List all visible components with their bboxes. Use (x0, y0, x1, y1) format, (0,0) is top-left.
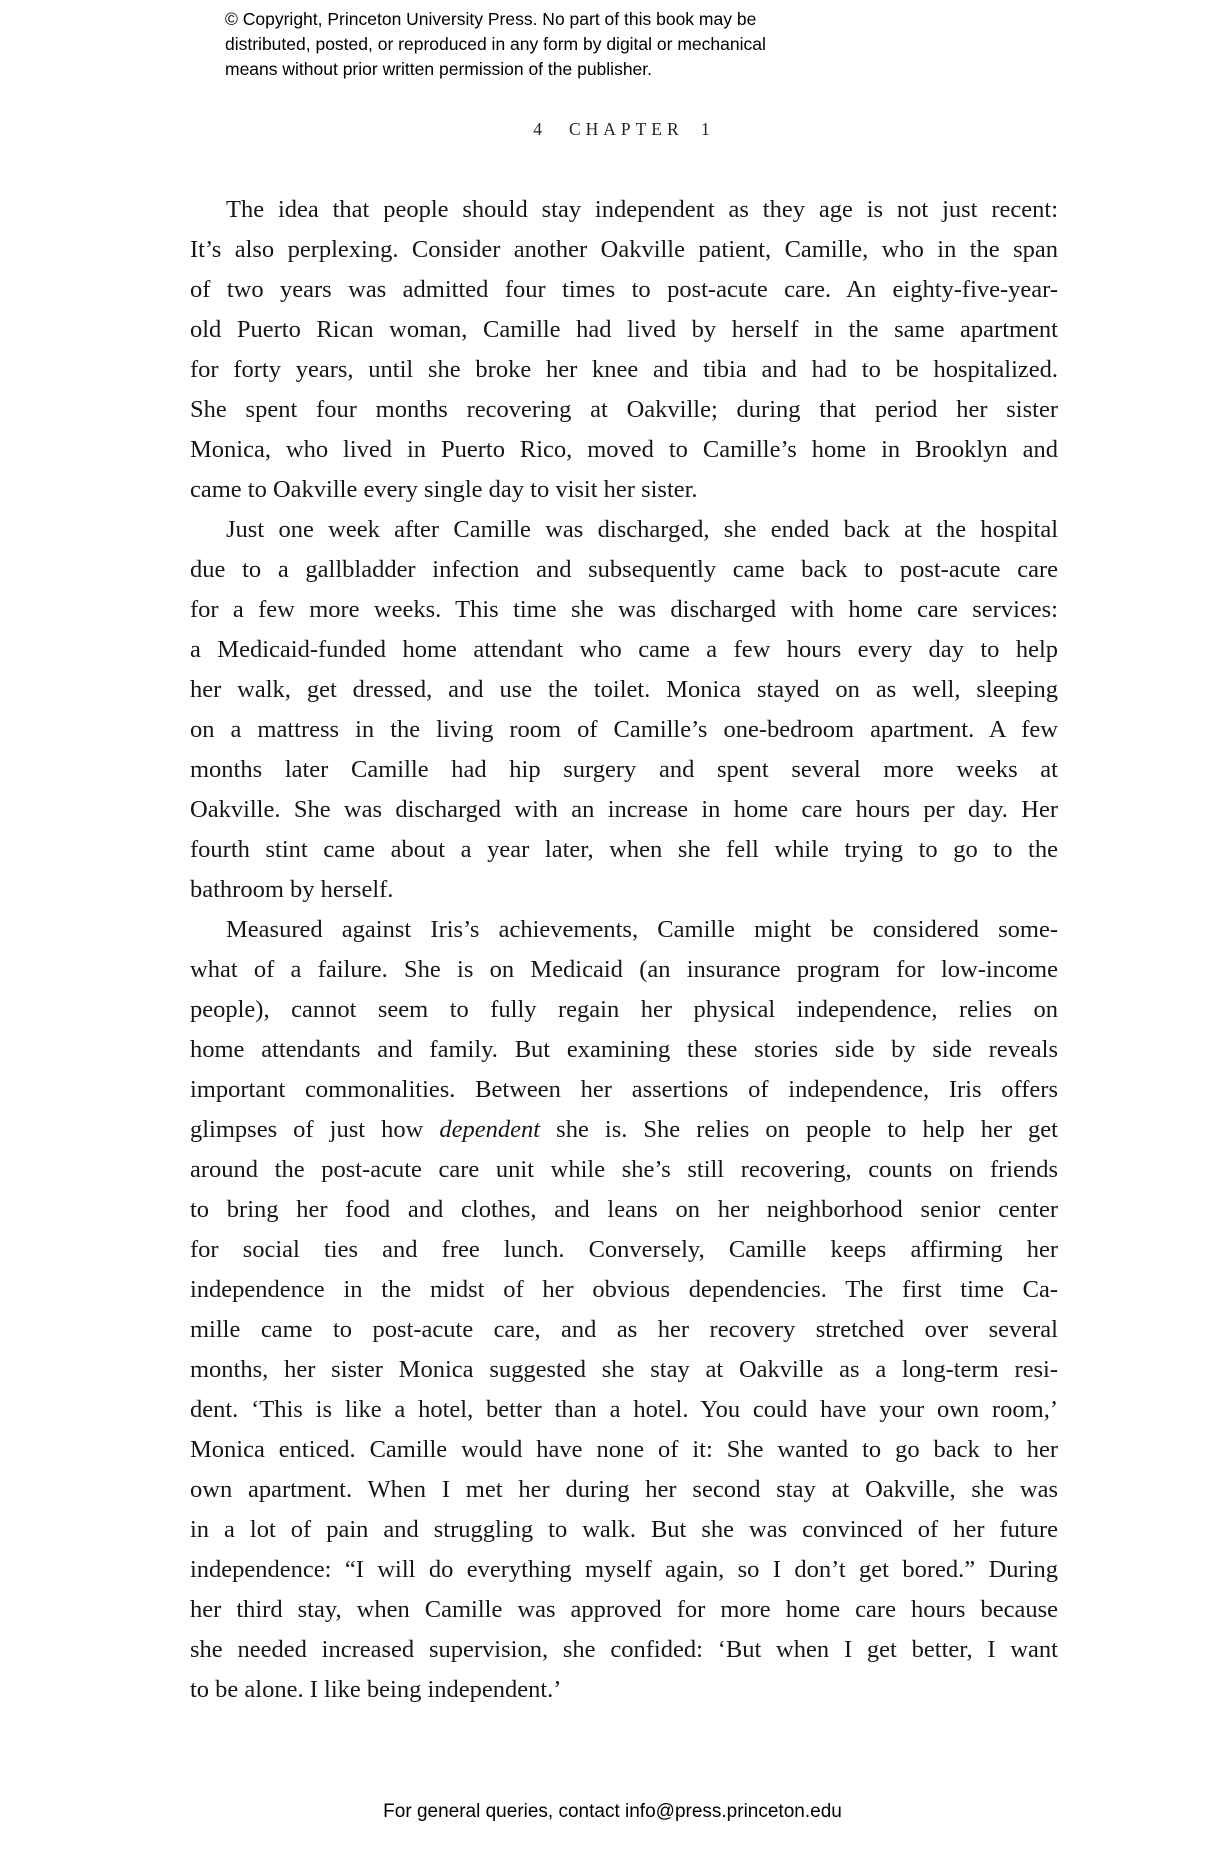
body-text (190, 190, 1058, 1710)
body-line: glimpses of just how dependent she is. She relies on people to help her get (190, 1116, 1058, 1143)
body-line: months later Camille had hip surgery and spent several more weeks at (190, 756, 1058, 783)
paragraph (190, 910, 1058, 1710)
emphasis-text: dependent (439, 1116, 541, 1143)
footer-contact: For general queries, contact info@press.princeton.edu (383, 1801, 842, 1822)
body-line: Oakville. She was discharged with an increase in home care hours per day. Her (190, 796, 1058, 823)
body-line: Monica enticed. Camille would have none of it: She wanted to go back to her (190, 1436, 1058, 1463)
body-line: old Puerto Rican woman, Camille had lived by herself in the same apartment (190, 316, 1058, 343)
chapter-label: CHAPTER 1 (568, 119, 715, 139)
body-line: independence in the midst of her obvious dependencies. The first time Ca- (190, 1276, 1058, 1303)
body-line: mille came to post-acute care, and as her recovery stretched over several (190, 1316, 1058, 1343)
body-line: Just one week after Camille was discharged, she ended back at the hospital (226, 516, 1058, 543)
body-line: in a lot of pain and struggling to walk. But she was convinced of her future (190, 1516, 1058, 1543)
body-line: Measured against Iris’s achievements, Camille might be considered some- (226, 916, 1058, 943)
notice-line: distributed, posted, or reproduced in any form by digital or mechanical (225, 34, 766, 54)
copyright-notice (225, 7, 766, 82)
body-line: people), cannot seem to fully regain her physical independence, relies on (190, 996, 1058, 1023)
body-line: her walk, get dressed, and use the toilet. Monica stayed on as well, sleeping (190, 676, 1058, 703)
body-line: She spent four months recovering at Oakville; during that period her sister (190, 396, 1058, 423)
body-line: fourth stint came about a year later, when she fell while trying to go to the (190, 836, 1058, 863)
body-line: she needed increased supervision, she confided: ‘But when I get better, I want (190, 1636, 1058, 1663)
body-line: came to Oakville every single day to visit her sister. (190, 476, 698, 503)
body-line: Monica, who lived in Puerto Rico, moved to Camille’s home in Brooklyn and (190, 436, 1058, 463)
body-line: The idea that people should stay independent as they age is not just recent: (226, 196, 1058, 223)
body-line: independence: “I will do everything myself again, so I don’t get bored.” During (190, 1556, 1058, 1583)
body-line: what of a failure. She is on Medicaid (an insurance program for low-income (190, 956, 1058, 983)
body-line: dent. ‘This is like a hotel, better than a hotel. You could have your own room,’ (190, 1396, 1058, 1423)
body-line: It’s also perplexing. Consider another Oakville patient, Camille, who in the span (190, 236, 1058, 263)
notice-line: © Copyright, Princeton University Press. No part of this book may be (225, 9, 757, 29)
body-line: to be alone. I like being independent.’ (190, 1676, 562, 1703)
body-line: a Medicaid-funded home attendant who came a few hours every day to help (190, 636, 1058, 663)
body-line: important commonalities. Between her assertions of independence, Iris offers (190, 1076, 1058, 1103)
notice-line: means without prior written permission of the publisher. (225, 59, 653, 79)
body-line: to bring her food and clothes, and leans on her neighborhood senior center (190, 1196, 1058, 1223)
body-line: for social ties and free lunch. Conversely, Camille keeps affirming her (190, 1236, 1058, 1263)
body-line: on a mattress in the living room of Camille’s one-bedroom apartment. A few (190, 716, 1058, 743)
body-line: home attendants and family. But examining these stories side by side reveals (190, 1036, 1058, 1063)
body-line: own apartment. When I met her during her second stay at Oakville, she was (190, 1476, 1058, 1503)
running-head (190, 119, 1058, 140)
body-line: for forty years, until she broke her knee and tibia and had to be hospitalized. (190, 356, 1058, 383)
paragraph (190, 190, 1058, 510)
paragraph (190, 510, 1058, 910)
body-line: her third stay, when Camille was approved for more home care hours because (190, 1596, 1058, 1623)
body-line: for a few more weeks. This time she was discharged with home care services: (190, 596, 1058, 623)
body-line: of two years was admitted four times to post-acute care. An eighty-five-year- (190, 276, 1058, 303)
body-line: bathroom by herself. (190, 876, 394, 903)
page-number: 4 (533, 119, 543, 139)
body-line: due to a gallbladder infection and subsequently came back to post-acute care (190, 556, 1058, 583)
body-line: around the post-acute care unit while she’s still recovering, counts on friends (190, 1156, 1058, 1183)
body-line: months, her sister Monica suggested she stay at Oakville as a long-term resi- (190, 1356, 1058, 1383)
